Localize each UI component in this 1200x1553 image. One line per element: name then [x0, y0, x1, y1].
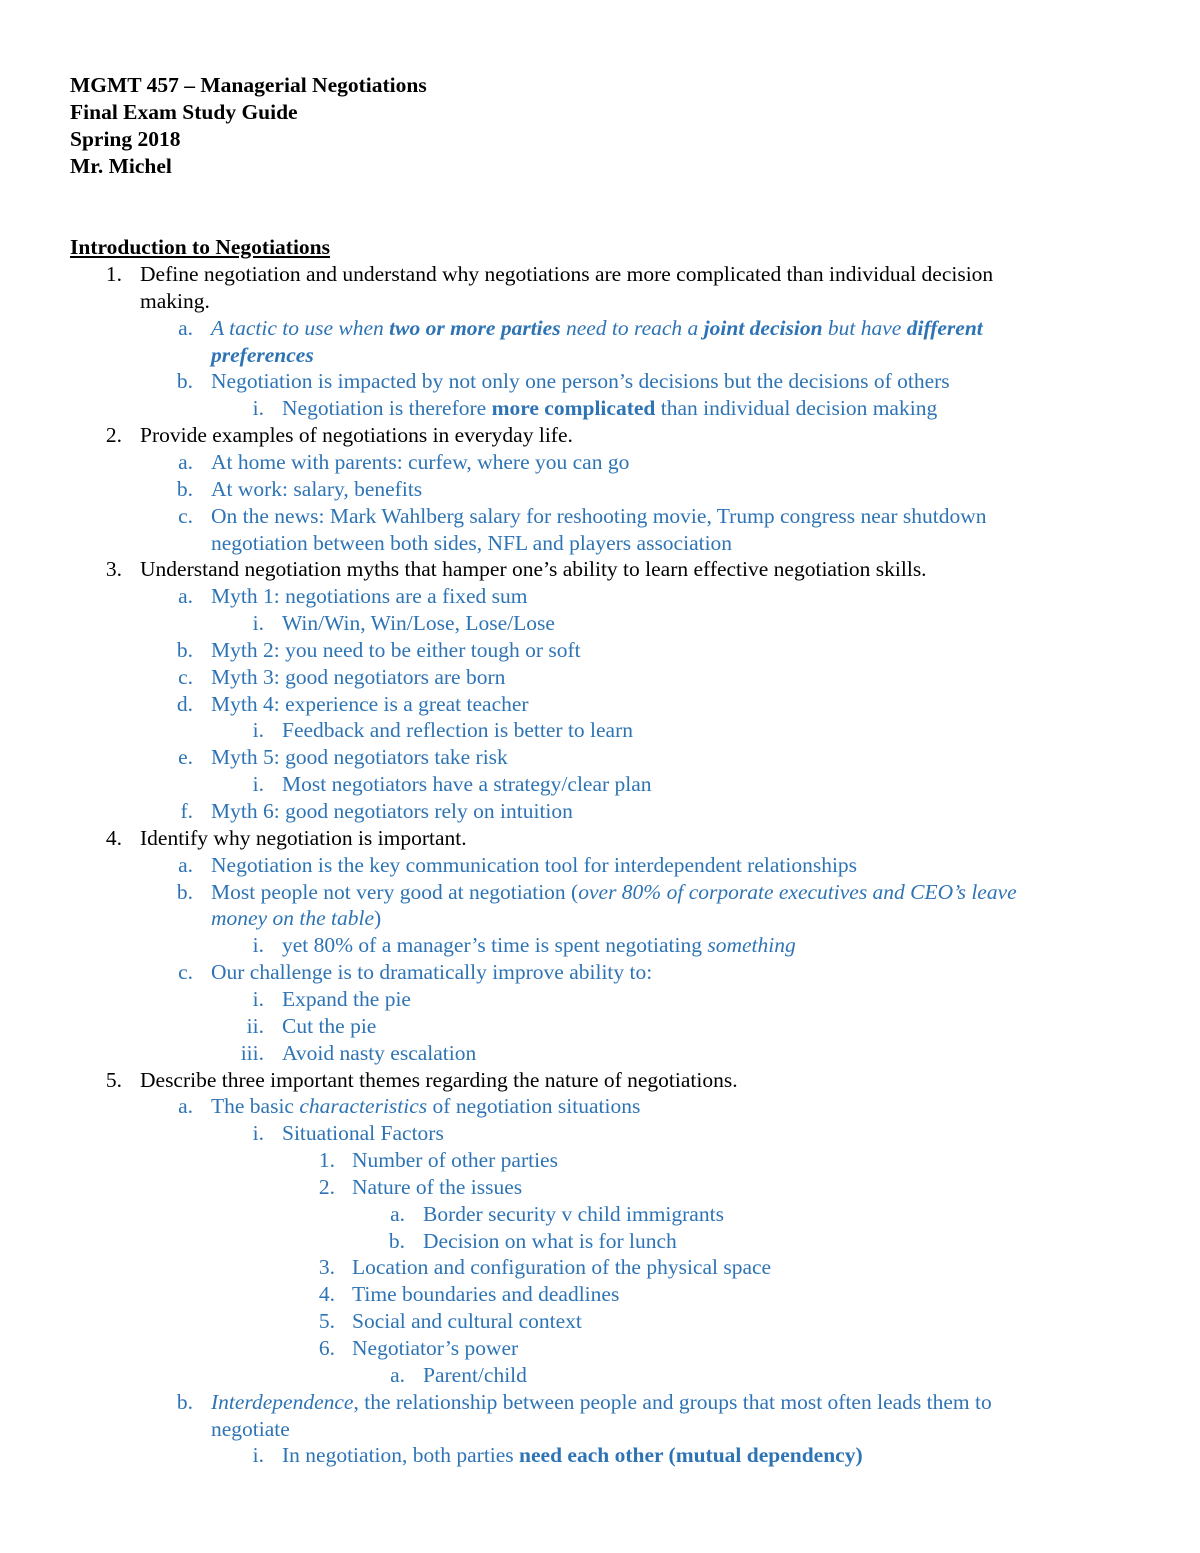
- list-item-text: [282, 717, 633, 744]
- text-segment: Most negotiators have a strategy/clear plan: [282, 772, 652, 796]
- text-segment: Nature of the issues: [352, 1175, 523, 1199]
- list-item-text: [282, 1120, 444, 1147]
- list-item-text: [282, 610, 555, 637]
- document-header: [70, 72, 427, 180]
- list-item-text: [211, 476, 422, 503]
- text-segment: over 80% of corporate executives and CEO’s leave: [578, 880, 1017, 904]
- list-item-text: [140, 261, 993, 288]
- list-item-text: [282, 1013, 376, 1040]
- text-segment: Negotiation is therefore: [282, 396, 492, 420]
- text-segment: Expand the pie: [282, 987, 411, 1011]
- text-segment: Myth 6: good negotiators rely on intuition: [211, 799, 573, 823]
- list-marker: a.: [178, 584, 193, 608]
- text-segment: Define negotiation and understand why negotiations are more complicated than individual decision: [140, 262, 994, 286]
- list-marker: i.: [252, 1121, 264, 1145]
- list-item-text: [282, 1040, 476, 1067]
- list-item-text: [282, 395, 937, 422]
- list-item-text: [211, 315, 983, 342]
- list-item-text: [211, 798, 573, 825]
- text-segment: need to reach a: [560, 316, 704, 340]
- instructor: Mr. Michel: [70, 154, 172, 178]
- text-segment: ): [374, 906, 382, 930]
- text-segment: Provide examples of negotiations in everyday life.: [140, 423, 573, 447]
- list-marker: c.: [178, 665, 193, 689]
- list-item-text: [211, 1416, 290, 1443]
- list-item-text: [211, 691, 529, 718]
- list-item-text: [211, 879, 1017, 906]
- list-marker: 2.: [105, 423, 122, 447]
- text-segment: Situational Factors: [282, 1121, 444, 1145]
- text-segment: Most people not very good at negotiation (: [211, 880, 579, 904]
- list-item-text: [423, 1362, 527, 1389]
- list-marker: b.: [176, 369, 193, 393]
- text-segment: Understand negotiation myths that hamper one’s ability to learn effective negotiation skills.: [140, 557, 927, 581]
- text-segment: The basic: [211, 1094, 300, 1118]
- text-segment: of negotiation situations: [427, 1094, 641, 1118]
- text-segment: Time boundaries and deadlines: [352, 1282, 620, 1306]
- text-segment: making.: [140, 289, 210, 313]
- text-segment: At home with parents: curfew, where you can go: [211, 450, 630, 474]
- text-segment: Feedback and reflection is better to learn: [282, 718, 634, 742]
- text-segment: Interdependence: [211, 1390, 354, 1414]
- list-marker: b.: [176, 477, 193, 501]
- text-segment: negotiate: [211, 1417, 290, 1441]
- text-segment: , the relationship between people and groups that most often leads them to: [353, 1390, 992, 1414]
- list-marker: b.: [176, 880, 193, 904]
- text-segment: Myth 1: negotiations are a fixed sum: [211, 584, 528, 608]
- list-marker: a.: [178, 450, 193, 474]
- text-segment: In negotiation, both parties: [282, 1443, 520, 1467]
- text-segment: Describe three important themes regarding the nature of negotiations.: [140, 1068, 738, 1092]
- list-item-text: [211, 342, 314, 369]
- list-marker: d.: [176, 692, 193, 716]
- text-segment: Myth 2: you need to be either tough or soft: [211, 638, 581, 662]
- list-item-text: [352, 1147, 558, 1174]
- document-title: Final Exam Study Guide: [70, 100, 298, 124]
- text-segment: Location and configuration of the physical space: [352, 1255, 772, 1279]
- list-item-text: [423, 1228, 677, 1255]
- list-marker: 6.: [318, 1336, 335, 1360]
- list-marker: f.: [180, 799, 193, 823]
- list-item-text: [140, 288, 210, 315]
- list-item-text: [211, 852, 857, 879]
- text-segment: Decision on what is for lunch: [423, 1229, 677, 1253]
- list-marker: 1.: [318, 1148, 335, 1172]
- text-segment: Our challenge is to dramatically improve ability to:: [211, 960, 653, 984]
- text-segment: A tactic to use when: [211, 316, 390, 340]
- text-segment: At work: salary, benefits: [211, 477, 423, 501]
- list-item-text: [211, 530, 732, 557]
- text-segment: Negotiation is the key communication tool for interdependent relationships: [211, 853, 858, 877]
- list-marker: a.: [178, 1094, 193, 1118]
- list-marker: c.: [178, 504, 193, 528]
- list-item-text: [140, 1067, 738, 1094]
- list-item-text: [211, 1389, 992, 1416]
- text-segment: need each other (mutual dependency): [519, 1443, 863, 1467]
- list-marker: 3.: [318, 1255, 335, 1279]
- list-item-text: [211, 503, 987, 530]
- text-segment: than individual decision making: [655, 396, 938, 420]
- list-item-text: [211, 583, 527, 610]
- list-marker: 5.: [105, 1068, 122, 1092]
- list-item-text: [140, 422, 573, 449]
- list-marker: b.: [176, 638, 193, 662]
- text-segment: Negotiation is impacted by not only one person’s decisions but the decisions of others: [211, 369, 950, 393]
- text-segment: Border security v child immigrants: [423, 1202, 724, 1226]
- list-item-text: [211, 959, 652, 986]
- list-item-text: [282, 932, 796, 959]
- list-marker: i.: [252, 772, 264, 796]
- section-title: Introduction to Negotiations: [70, 235, 331, 259]
- list-marker: 3.: [105, 557, 122, 581]
- list-item-text: [140, 556, 927, 583]
- list-item-text: [282, 1442, 863, 1469]
- text-segment: two or more parties: [389, 316, 561, 340]
- list-marker: i.: [252, 933, 264, 957]
- list-item-text: [282, 986, 411, 1013]
- list-marker: e.: [178, 745, 193, 769]
- list-marker: 1.: [105, 262, 122, 286]
- list-item-text: [352, 1174, 522, 1201]
- list-marker: ii.: [246, 1014, 264, 1038]
- list-marker: a.: [178, 853, 193, 877]
- list-item-text: [423, 1201, 724, 1228]
- list-marker: 4.: [318, 1282, 335, 1306]
- text-segment: different: [906, 316, 983, 340]
- list-item-text: [211, 664, 505, 691]
- list-marker: b.: [388, 1229, 405, 1253]
- list-marker: 4.: [105, 826, 122, 850]
- text-segment: something: [707, 933, 796, 957]
- list-marker: i.: [252, 611, 264, 635]
- text-segment: Parent/child: [423, 1363, 527, 1387]
- text-segment: On the news: Mark Wahlberg salary for reshooting movie, Trump congress near shutdown: [211, 504, 987, 528]
- list-marker: i.: [252, 396, 264, 420]
- term: Spring 2018: [70, 127, 181, 151]
- text-segment: Myth 4: experience is a great teacher: [211, 692, 529, 716]
- list-item-text: [352, 1308, 582, 1335]
- text-segment: money on the table: [211, 906, 374, 930]
- text-segment: negotiation between both sides, NFL and players association: [211, 531, 733, 555]
- list-marker: a.: [390, 1363, 405, 1387]
- list-marker: 5.: [318, 1309, 335, 1333]
- list-item-text: [211, 637, 581, 664]
- list-item-text: [211, 1093, 640, 1120]
- list-marker: i.: [252, 718, 264, 742]
- course-title: MGMT 457 – Managerial Negotiations: [70, 73, 427, 97]
- text-segment: Myth 5: good negotiators take risk: [211, 745, 508, 769]
- list-marker: a.: [178, 316, 193, 340]
- list-marker: i.: [252, 1443, 264, 1467]
- list-item-text: [140, 825, 467, 852]
- text-segment: preferences: [211, 343, 314, 367]
- text-segment: more complicated: [491, 396, 656, 420]
- list-marker: c.: [178, 960, 193, 984]
- list-item-text: [352, 1335, 518, 1362]
- text-segment: Number of other parties: [352, 1148, 558, 1172]
- text-segment: Negotiator’s power: [352, 1336, 519, 1360]
- list-item-text: [352, 1281, 619, 1308]
- text-segment: Myth 3: good negotiators are born: [211, 665, 506, 689]
- text-segment: Identify why negotiation is important.: [140, 826, 467, 850]
- text-segment: Social and cultural context: [352, 1309, 582, 1333]
- text-segment: characteristics: [299, 1094, 428, 1118]
- text-segment: joint decision: [703, 316, 823, 340]
- list-item-text: [211, 368, 950, 395]
- list-marker: b.: [176, 1390, 193, 1414]
- list-marker: 2.: [318, 1175, 335, 1199]
- text-segment: Win/Win, Win/Lose, Lose/Lose: [282, 611, 555, 635]
- list-item-text: [211, 449, 629, 476]
- text-segment: yet 80% of a manager’s time is spent negotiating: [282, 933, 708, 957]
- text-segment: but have: [822, 316, 907, 340]
- list-marker: i.: [252, 987, 264, 1011]
- text-segment: Avoid nasty escalation: [282, 1041, 477, 1065]
- list-marker: a.: [390, 1202, 405, 1226]
- list-item-text: [352, 1254, 771, 1281]
- list-item-text: [211, 744, 508, 771]
- list-marker: iii.: [240, 1041, 264, 1065]
- text-segment: Cut the pie: [282, 1014, 377, 1038]
- list-item-text: [282, 771, 652, 798]
- list-item-text: [211, 905, 381, 932]
